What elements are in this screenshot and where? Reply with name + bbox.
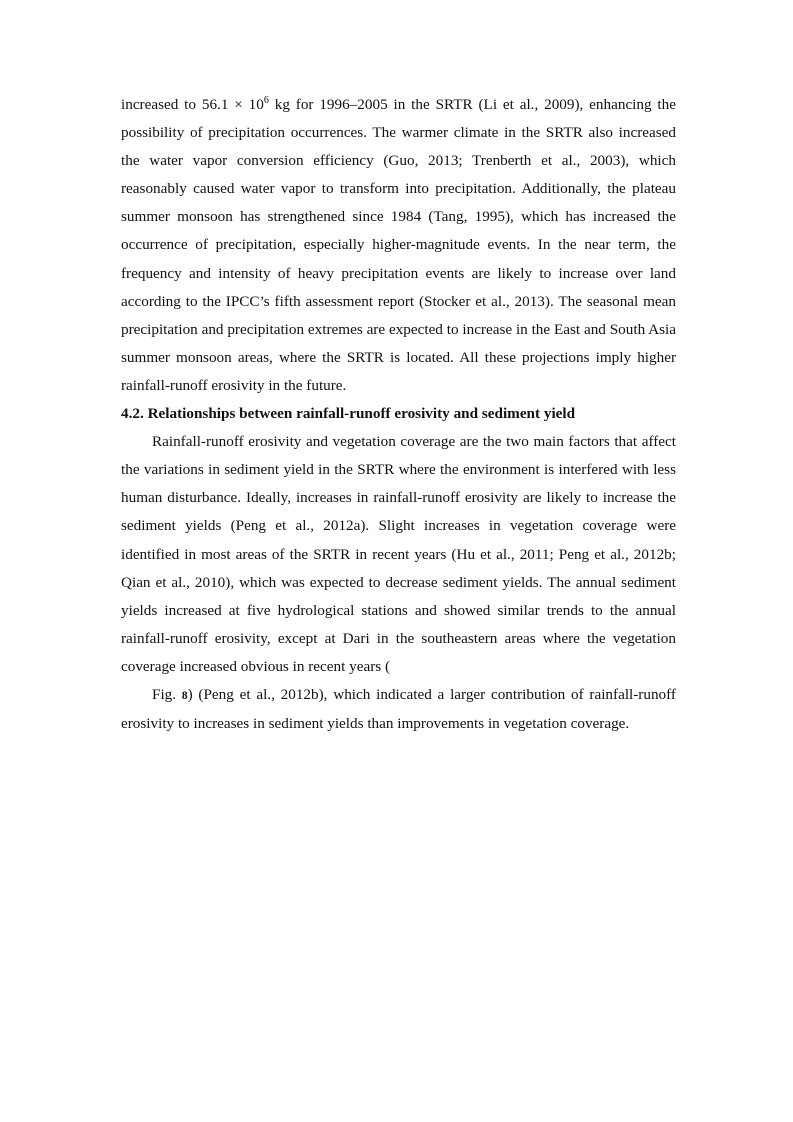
- paragraph-figure-reference: [121, 681, 676, 738]
- figure-prefix: Fig.: [152, 685, 182, 703]
- paragraph-text-conclusion: ) (Peng et al., 2012b), which indicated a larger contribution of rainfall-runoff erosivity to increases in sediment yields than improvements in vegetation coverage.: [121, 685, 676, 733]
- section-heading: 4.2. Relationships between rainfall-runoff erosivity and sediment yield: [121, 405, 576, 423]
- paragraph-precipitation-projections: [121, 91, 676, 400]
- superscript-exponent: 6: [263, 95, 269, 106]
- document-page: [121, 91, 676, 738]
- paragraph-sediment-factors: Rainfall-runoff erosivity and vegetation coverage are the two main factors that affect the variations in sediment yield in the SRTR where the environment is interfered with less human disturbance. Ideally, increases in rainfall-runoff erosivity are likely to increase the sediment yields (Peng et al., 2012a). Slight increases in vegetation coverage were identified in most areas of the SRTR in recent years (Hu et al., 2011; Peng et al., 2012b; Qian et al., 2010), which was expected to decrease sediment yields. The annual sediment yields increased at five hydrological stations and showed similar trends to the annual rainfall-runoff erosivity, except at Dari in the southeastern areas where the vegetation coverage increased obvious in recent years (: [121, 433, 676, 675]
- figure-link[interactable]: 8: [181, 689, 188, 702]
- paragraph-text-start: increased to 56.1 × 10: [121, 96, 264, 113]
- paragraph-text-rest: kg for 1996–2005 in the SRTR (Li et al., 2009), enhancing the possibility of precipitation occurrences. The warmer climate in the SRTR also increased the water vapor conversion efficiency (Guo, 2013; Trenberth et al., 2003), which reasonably caused water vapor to transform into precipitation. Additionally, the plateau summer monsoon has strengthened since 1984 (Tang, 1995), which has increased the occurrence of precipitation, especially higher-magnitude events. In the near term, the frequency and intensity of heavy precipitation events are likely to increase over land according to the IPCC’s fifth assessment report (Stocker et al., 2013). The seasonal mean precipitation and precipitation extremes are expected to increase in the East and South Asia summer monsoon areas, where the SRTR is located. All these projections imply higher rainfall-runoff erosivity in the future.: [121, 96, 676, 394]
